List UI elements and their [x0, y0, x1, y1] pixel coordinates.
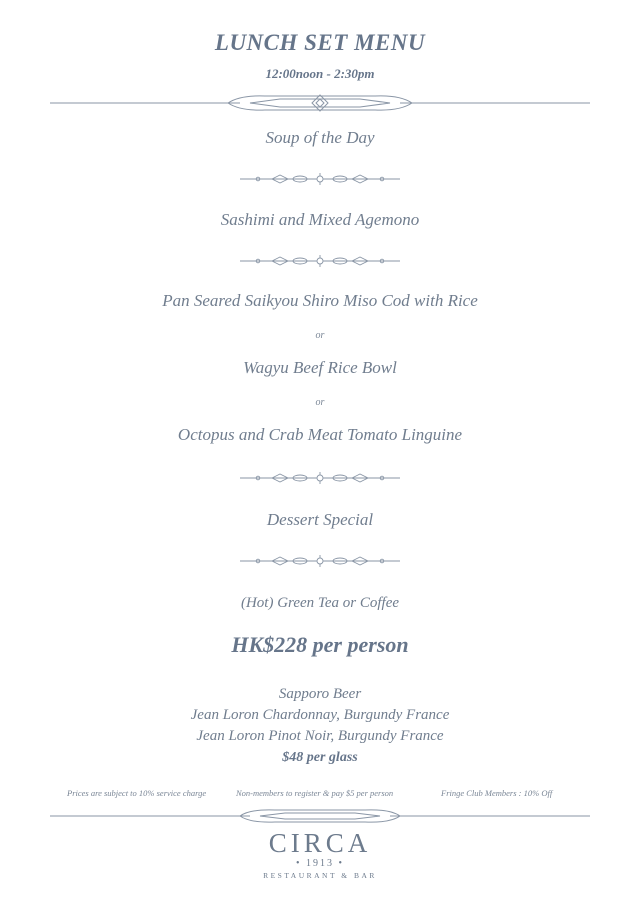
or-separator: or: [315, 397, 325, 408]
course-drink: (Hot) Green Tea or Coffee: [240, 595, 400, 611]
course-main-option-1: Pan Seared Saikyou Shiro Miso Cod with Rice: [162, 291, 478, 310]
course-soup: Soup of the Day: [265, 128, 375, 147]
logo-name: CIRCA: [268, 828, 372, 858]
menu-title: LUNCH SET MENU: [214, 30, 426, 55]
drink-price: $48 per glass: [282, 750, 358, 765]
bottom-divider-ornament: [50, 806, 590, 826]
drink-item: Sapporo Beer: [278, 686, 362, 702]
drink-item: Jean Loron Chardonnay, Burgundy France: [190, 707, 450, 723]
course-dessert: Dessert Special: [266, 510, 374, 529]
drink-item: Jean Loron Pinot Noir, Burgundy France: [196, 728, 444, 744]
logo-year: • 1913 •: [295, 858, 344, 869]
set-price: HK$228 per person: [231, 632, 409, 657]
divider-ornament: [240, 172, 400, 186]
divider-ornament: [240, 254, 400, 268]
divider-ornament: [240, 471, 400, 485]
logo-subtitle: RESTAURANT & BAR: [263, 871, 377, 880]
or-separator: or: [315, 330, 325, 341]
course-starter: Sashimi and Mixed Agemono: [220, 210, 420, 229]
member-discount-note: Fringe Club Members : 10% Off: [441, 788, 553, 798]
non-member-note: Non-members to register & pay $5 per person: [236, 788, 394, 798]
service-charge-note: Prices are subject to 10% service charge: [67, 788, 207, 798]
service-hours: 12:00noon - 2:30pm: [265, 66, 375, 81]
divider-ornament: [240, 554, 400, 568]
course-main-option-3: Octopus and Crab Meat Tomato Linguine: [177, 425, 463, 444]
top-divider-ornament: [50, 92, 590, 114]
course-main-option-2: Wagyu Beef Rice Bowl: [243, 358, 397, 377]
